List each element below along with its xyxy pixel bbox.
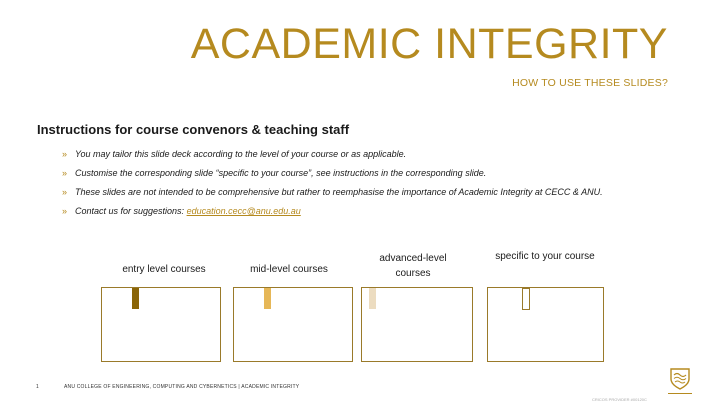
- level-label-specific: specific to your course: [495, 251, 595, 262]
- contact-prefix: Contact us for suggestions:: [75, 206, 187, 216]
- bullet-marker: »: [62, 187, 68, 197]
- level-color-tab-advanced: [369, 288, 376, 309]
- cricos-provider: CRICOS PROVIDER #00120C: [592, 397, 647, 402]
- section-heading: Instructions for course convenors & teaching staff: [37, 122, 350, 137]
- bullet-marker: »: [62, 168, 68, 178]
- slide-subtitle: HOW TO USE THESE SLIDES?: [512, 77, 668, 89]
- list-item: [62, 148, 603, 167]
- level-color-tab-specific: [522, 288, 530, 310]
- level-label-mid: mid-level courses: [250, 264, 328, 275]
- bullet-text: Customise the corresponding slide “specific to your course”, see instructions in the corresponding slide.: [75, 168, 487, 178]
- level-color-tab-entry: [132, 288, 139, 309]
- level-box-specific[interactable]: [487, 287, 604, 362]
- bullet-marker: »: [62, 206, 68, 216]
- bullet-text: You may tailor this slide deck according to the level of your course or as applicable.: [75, 149, 407, 159]
- anu-crest-icon: [668, 366, 692, 390]
- level-label-advanced: advanced-level courses: [379, 253, 447, 279]
- list-item: [62, 205, 603, 224]
- bullet-marker: »: [62, 149, 68, 159]
- level-box-entry[interactable]: [101, 287, 221, 362]
- footer-divider: [668, 393, 692, 394]
- level-label-entry: entry level courses: [122, 264, 206, 275]
- level-box-advanced[interactable]: [361, 287, 473, 362]
- level-box-mid[interactable]: [233, 287, 353, 362]
- slide-title: ACADEMIC INTEGRITY: [190, 20, 668, 68]
- slide-number: 1: [36, 384, 39, 390]
- contact-email-link[interactable]: education.cecc@anu.edu.au: [186, 206, 301, 216]
- bullet-text: These slides are not intended to be comprehensive but rather to reemphasise the importance of Academic Integrity at CECC & ANU.: [75, 187, 603, 197]
- footer-text: ANU COLLEGE OF ENGINEERING, COMPUTING AND CYBERNETICS | ACADEMIC INTEGRITY: [64, 384, 300, 390]
- instruction-list: [62, 148, 603, 224]
- list-item: [62, 186, 603, 205]
- list-item: [62, 167, 603, 186]
- level-color-tab-mid: [264, 288, 271, 309]
